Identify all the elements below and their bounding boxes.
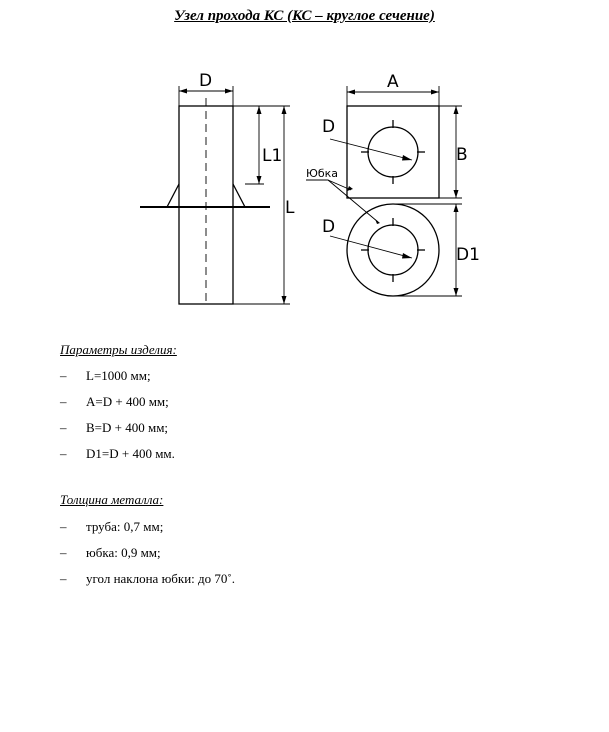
list-item: – B=D + 400 мм; (60, 420, 169, 435)
technical-drawing (0, 0, 609, 330)
label-b: B (456, 145, 468, 165)
parameters-list (60, 368, 175, 472)
label-l1: L1 (262, 146, 283, 166)
label-d1: D1 (456, 245, 480, 265)
list-item: – труба: 0,7 мм; (60, 519, 164, 534)
label-l: L (285, 198, 295, 218)
thickness-list (60, 519, 235, 597)
skirt-left (167, 184, 179, 207)
label-d-side: D (199, 71, 213, 91)
square-plate-hole (368, 127, 418, 177)
list-item: – D1=D + 400 мм. (60, 446, 175, 461)
skirt-right (233, 184, 245, 207)
list-item: – угол наклона юбки: до 70˚. (60, 571, 235, 586)
square-plate (347, 106, 439, 198)
list-item: – юбка: 0,9 мм; (60, 545, 161, 560)
label-skirt: Юбка (306, 167, 339, 180)
list-item: – A=D + 400 мм; (60, 394, 169, 409)
page-title: Узел прохода КС (КС – круглое сечение) (174, 8, 435, 24)
thickness-heading: Толщина металла: (60, 492, 164, 507)
list-item: – L=1000 мм; (60, 368, 151, 383)
label-d-square: D (322, 117, 336, 137)
label-d-circle: D (322, 217, 336, 237)
round-plate (347, 204, 439, 296)
parameters-heading: Параметры изделия: (60, 342, 177, 357)
round-plate-hole (368, 225, 418, 275)
label-a: A (387, 72, 399, 92)
